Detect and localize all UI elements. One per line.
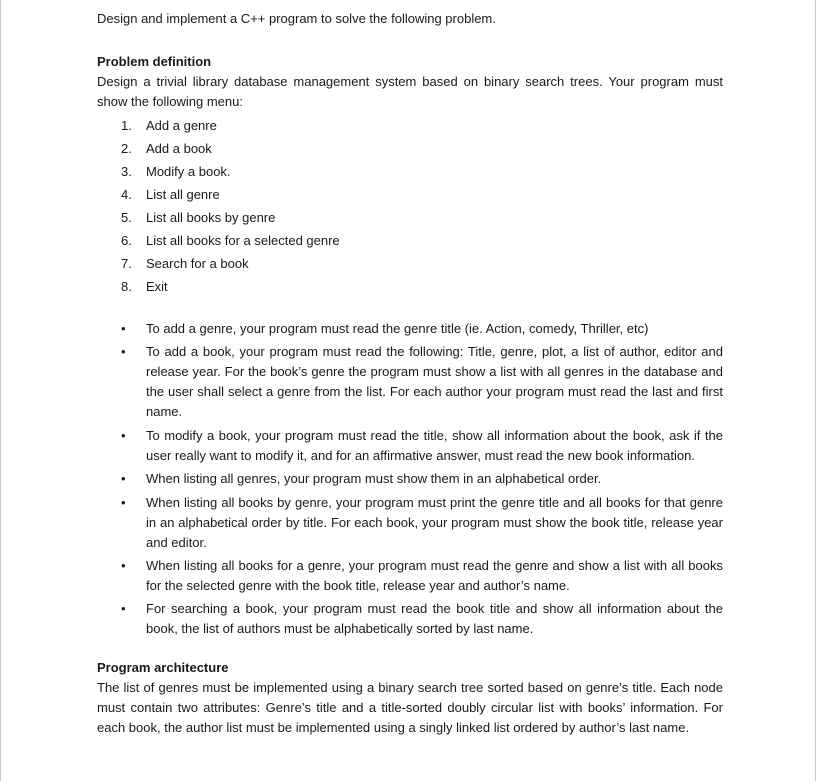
menu-item-label: List all books for a selected genre xyxy=(146,233,340,248)
menu-item xyxy=(97,114,723,137)
problem-definition-heading: Problem definition xyxy=(97,54,212,69)
requirement-text: When listing all books by genre, your program must print the genre title and all books for that genre in an alphabetical order by title. For each book, your program must show the book title, release year and editor. xyxy=(146,494,723,550)
requirement-item xyxy=(97,319,723,339)
menu-item-number: 5. xyxy=(121,210,132,225)
bullet-icon: • xyxy=(121,601,126,617)
requirement-text: When listing all books for a genre, your program must read the genre and show a list with all books for the selected genre with the book title, release year and author’s name. xyxy=(146,557,723,593)
requirement-item xyxy=(97,556,723,596)
menu-item-number: 7. xyxy=(121,256,132,271)
menu-item xyxy=(97,275,723,298)
bullet-icon: • xyxy=(121,427,126,443)
requirements-list xyxy=(97,319,723,639)
menu-item xyxy=(97,183,723,206)
menu-item-number: 8. xyxy=(121,279,132,294)
program-architecture-section xyxy=(97,658,723,738)
bullet-icon: • xyxy=(121,494,126,510)
menu-item-number: 3. xyxy=(121,164,132,179)
problem-definition-text: Design a trivial library database management system based on binary search trees. Your program must show the following menu: xyxy=(97,74,723,109)
bullet-icon: • xyxy=(121,344,126,360)
menu-item-label: Search for a book xyxy=(146,256,249,271)
intro-paragraph: Design and implement a C++ program to solve the following problem. xyxy=(97,11,496,26)
menu-item-number: 4. xyxy=(121,187,132,202)
menu-item-label: Add a book xyxy=(146,141,212,156)
document-body xyxy=(97,9,723,738)
program-architecture-text: The list of genres must be implemented using a binary search tree sorted based on genre’s title. Each node must contain two attributes: Genre’s title and a title-sorted doubly circular list with books’ information. For each book, the author list must be implemented using a singly linked list ordered by author’s last name. xyxy=(97,680,723,736)
menu-item xyxy=(97,160,723,183)
bullet-icon: • xyxy=(121,321,126,336)
menu-item xyxy=(97,252,723,275)
requirement-item xyxy=(97,599,723,639)
menu-item xyxy=(97,137,723,160)
menu-item-label: Add a genre xyxy=(146,118,217,133)
program-architecture-heading: Program architecture xyxy=(97,660,229,676)
menu-list xyxy=(97,114,723,298)
requirement-text: To add a book, your program must read the following: Title, genre, plot, a list of author, editor and release year. For the book’s genre the program must show a list with all genres in the database and the user shall select a genre from the list. For each author your program must read the last and first name. xyxy=(146,344,723,420)
bullet-icon: • xyxy=(121,557,126,573)
menu-item xyxy=(97,229,723,252)
requirement-text: For searching a book, your program must read the book title and show all information about the book, the list of authors must be alphabetically sorted by last name. xyxy=(146,601,723,637)
menu-item xyxy=(97,206,723,229)
requirement-item xyxy=(97,469,723,489)
menu-item-number: 6. xyxy=(121,233,132,248)
menu-item-number: 2. xyxy=(121,141,132,156)
menu-item-label: List all genre xyxy=(146,187,220,202)
menu-item-label: Modify a book. xyxy=(146,164,231,179)
requirement-text: When listing all genres, your program must show them in an alphabetical order. xyxy=(146,471,602,487)
menu-item-number: 1. xyxy=(121,118,132,133)
requirement-text: To add a genre, your program must read the genre title (ie. Action, comedy, Thriller, etc) xyxy=(146,321,649,336)
menu-item-label: Exit xyxy=(146,279,168,294)
bullet-icon: • xyxy=(121,471,126,487)
menu-item-label: List all books by genre xyxy=(146,210,276,225)
requirement-item xyxy=(97,342,723,422)
requirement-item xyxy=(97,493,723,553)
requirement-text: To modify a book, your program must read the title, show all information about the book, ask if the user really want to modify it, and for an affirmative answer, must read the new book information. xyxy=(146,427,723,463)
requirement-item xyxy=(97,426,723,466)
